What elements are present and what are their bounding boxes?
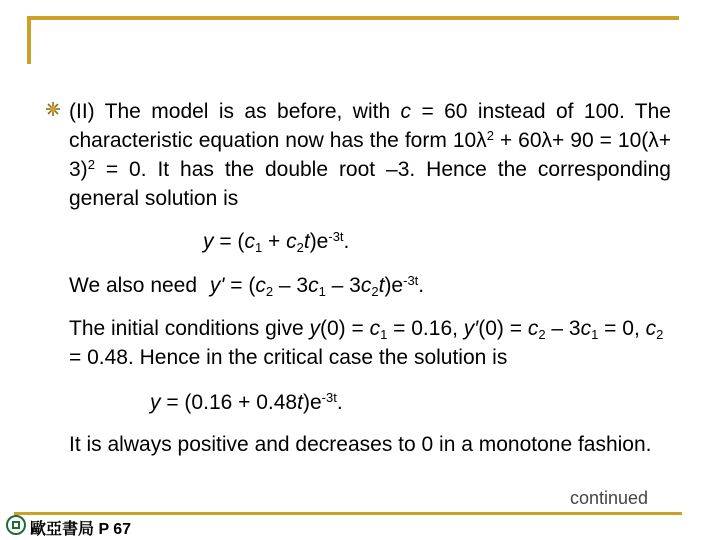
part-label: (II) <box>69 100 95 123</box>
eq-var: y <box>203 230 214 253</box>
eq-var: t <box>378 274 385 297</box>
eq-text: – 3 <box>325 274 361 297</box>
eq-text: . <box>418 274 425 297</box>
slide-frame-top <box>27 16 679 20</box>
eq-sub: 2 <box>296 240 304 255</box>
p3-var: y <box>309 317 320 340</box>
p3-text: (0) = <box>478 317 528 340</box>
p3-sub: 1 <box>380 327 388 342</box>
eq-exp: -3t <box>403 273 419 288</box>
para1-text-d: = 0. It has the double root –3. Hence the corresponding general solution is <box>69 158 671 210</box>
eq-text: )e <box>309 230 329 253</box>
p3-text: – 3 <box>545 317 581 340</box>
p3-var: c <box>645 317 657 340</box>
initial-conditions-paragraph <box>69 314 671 372</box>
para1-text-b: = 60 instead of 100. The characteristic equation now has the form 10λ <box>69 100 671 152</box>
exponent: 2 <box>87 157 95 172</box>
eq-sub: 2 <box>265 284 274 299</box>
eq-var: c <box>255 274 266 297</box>
p3-text: (0) = <box>319 317 370 340</box>
eq-sub: 1 <box>318 284 326 299</box>
p3-text: = 0.16, <box>387 317 464 340</box>
para1-text-c: + 60λ+ 90 = 10(λ+ 3) <box>69 129 672 181</box>
eq-var: y <box>150 391 161 414</box>
line-text: We also need <box>69 274 203 297</box>
eq-var: c <box>360 274 372 297</box>
eq-exp: -3t <box>328 229 344 244</box>
eq-var: c <box>244 230 255 253</box>
p3-text: = 0, <box>598 317 646 340</box>
eq-sub: 2 <box>371 284 379 299</box>
p3-text: = 0.48. Hence in the critical case the solution is <box>69 346 508 369</box>
eq-sub: 1 <box>254 240 263 255</box>
eq-text: = ( <box>213 230 245 253</box>
general-solution-equation <box>203 227 349 256</box>
var-c: c <box>400 100 412 123</box>
p3-sub: 1 <box>591 327 599 342</box>
eq-text: )e <box>384 274 404 297</box>
conclusion-paragraph: It is always positive and decreases to 0 in a monotone fashion. <box>69 433 652 456</box>
p3-sub: 2 <box>538 327 546 342</box>
p3-var: c <box>580 317 592 340</box>
eq-text: + <box>262 230 287 253</box>
eq-text: . <box>336 391 343 414</box>
eq-text: . <box>343 230 350 253</box>
eq-var: c <box>286 230 297 253</box>
slide-frame-left <box>27 16 31 64</box>
derivative-line <box>69 271 424 300</box>
critical-solution-equation <box>150 388 343 417</box>
p3-var: c <box>369 317 381 340</box>
p3-sub: 2 <box>656 327 664 342</box>
eq-var: y' <box>209 274 225 297</box>
exponent: 2 <box>486 128 494 143</box>
eq-var: t <box>297 391 303 414</box>
eq-var: t <box>303 230 310 253</box>
eq-var: c <box>308 274 319 297</box>
eq-text: – 3 <box>273 274 309 297</box>
eq-text: = ( <box>224 274 256 297</box>
eq-text: = (0.16 + 0.48 <box>160 391 298 414</box>
publisher-page-label: 歐亞書局 P 67 <box>30 521 132 538</box>
continued-label: continued <box>570 488 649 508</box>
para1-text-a: The model is as before, with <box>94 100 401 123</box>
p3-text: The initial conditions give <box>69 317 310 340</box>
paragraph-part-ii <box>69 97 671 213</box>
p3-var: y′ <box>463 317 479 340</box>
eq-text: )e <box>302 391 322 414</box>
starburst-bullet-icon <box>45 101 61 117</box>
eq-exp: -3t <box>321 390 337 405</box>
publisher-logo-icon <box>6 515 26 535</box>
slide-frame-bottom <box>14 512 682 515</box>
p3-var: c <box>527 317 539 340</box>
